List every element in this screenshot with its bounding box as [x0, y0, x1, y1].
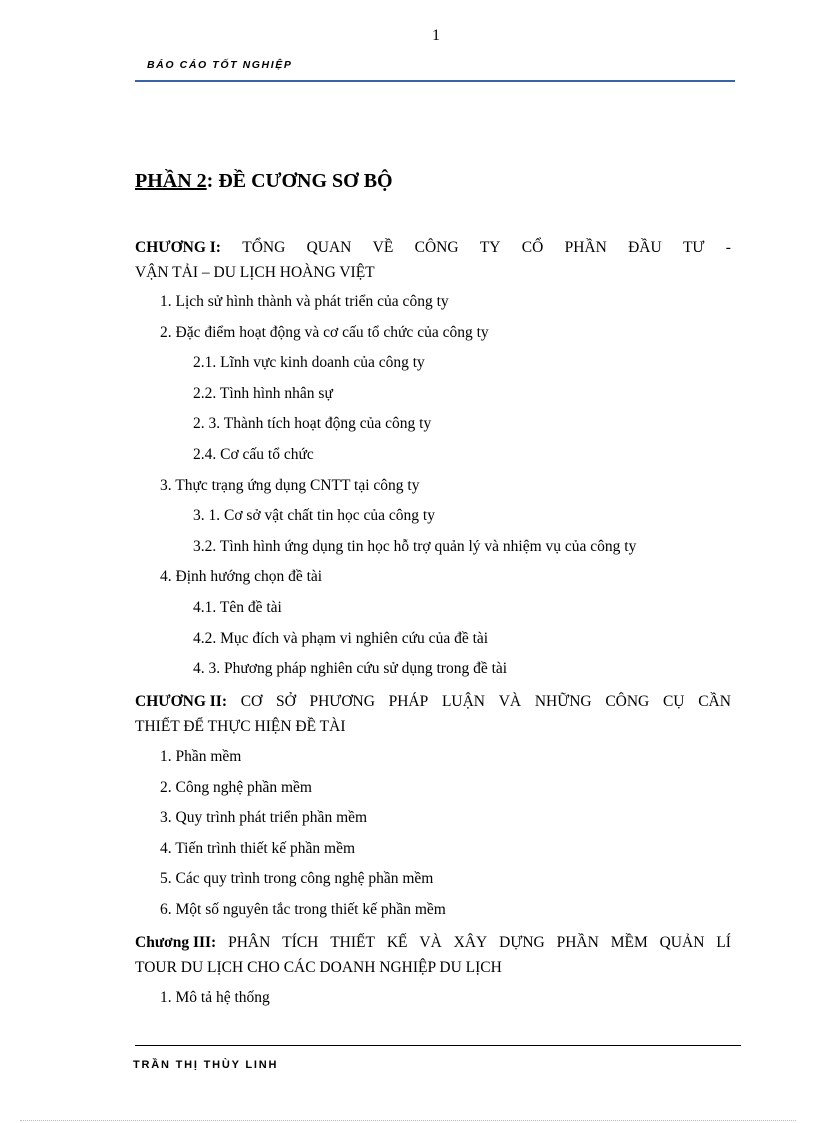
heading-word: XÂY: [453, 934, 488, 951]
outline-item: 1. Mô tả hệ thống: [160, 989, 270, 1006]
chapter-1-label: CHƯƠNG I:: [135, 239, 221, 256]
heading-word: PHẦN: [556, 934, 599, 951]
footer-author-name: TRẦN THỊ THÙY LINH: [133, 1059, 279, 1071]
heading-word: VỀ: [372, 239, 394, 256]
page-edge: [20, 1120, 796, 1121]
outline-item: 2.2. Tình hình nhân sự: [193, 384, 333, 402]
footer-divider: [135, 1045, 741, 1046]
outline-item: 3. Thực trạng ứng dụng CNTT tại công ty: [160, 476, 420, 494]
heading-word: KẾ: [386, 934, 408, 951]
chapter-3-heading-line1: [135, 930, 731, 955]
outline-item: 6. Một số nguyên tắc trong thiết kế phần mềm: [160, 901, 446, 918]
heading-word: CỤ: [662, 693, 685, 710]
header-divider: [135, 80, 735, 82]
heading-word: PHẦN: [564, 239, 607, 256]
page-number: 1: [432, 27, 440, 44]
heading-word: CẦN: [698, 693, 731, 710]
heading-word: TỔNG: [242, 239, 286, 256]
outline-item: 5. Các quy trình trong công nghệ phần mềm: [160, 870, 434, 888]
heading-word: -: [725, 239, 731, 256]
heading-word: DỰNG: [499, 934, 545, 951]
heading-word: LÍ: [716, 934, 731, 951]
outline-item: 3. Quy trình phát triển phần mềm: [160, 809, 368, 827]
chapter-1-heading-line2: VẬN TẢI – DU LỊCH HOÀNG VIỆT: [135, 264, 375, 281]
heading-word: LUẬN: [441, 693, 486, 710]
outline-item: 1. Phần mềm: [160, 748, 242, 765]
outline-item: 2.1. Lĩnh vực kinh doanh của công ty: [193, 354, 425, 372]
heading-word: CÔNG: [605, 693, 650, 710]
outline-item: 4.2. Mục đích và phạm vi nghiên cứu của đề tài: [193, 629, 489, 647]
outline-item: 1. Lịch sử hình thành và phát triển của công ty: [160, 293, 449, 310]
heading-word: CÔNG: [414, 239, 459, 256]
chapter-2-heading: [135, 689, 731, 739]
outline-item: 4.1. Tên đề tài: [193, 599, 282, 616]
heading-word: ĐẦU: [628, 239, 662, 256]
heading-word: CƠ: [240, 693, 263, 710]
heading-word: THIẾT: [330, 934, 375, 951]
chapter-3-heading: [135, 930, 731, 980]
heading-word: PHÂN: [228, 934, 271, 951]
part-heading-number: PHẦN 2: [135, 170, 207, 192]
outline-item: 4. Định hướng chọn đề tài: [160, 568, 323, 586]
heading-word: SỞ: [275, 693, 296, 710]
header-title: BÁO CÁO TỐT NGHIỆP: [147, 59, 293, 71]
outline-item: 2. 3. Thành tích hoạt động của công ty: [193, 415, 432, 433]
heading-word: PHƯƠNG: [309, 693, 375, 710]
heading-word: TÍCH: [282, 934, 319, 951]
heading-word: VÀ: [419, 934, 442, 951]
outline-item: 2. Công nghệ phần mềm: [160, 778, 312, 796]
heading-word: TƯ: [682, 239, 705, 256]
chapter-2-label: CHƯƠNG II:: [135, 693, 227, 710]
heading-word: MỀM: [610, 934, 648, 951]
heading-word: QUẢN: [659, 934, 705, 951]
outline-item: 4. 3. Phương pháp nghiên cứu sử dụng trong đề tài: [193, 660, 508, 678]
part-heading: [135, 170, 393, 193]
heading-word: QUAN: [306, 239, 352, 256]
chapter-3-heading-line2: TOUR DU LỊCH CHO CÁC DOANH NGHIỆP DU LỊCH: [135, 959, 502, 976]
outline-item: 2.4. Cơ cấu tổ chức: [193, 446, 314, 463]
heading-word: NHỮNG: [534, 693, 592, 710]
chapter-3-label: Chương III:: [135, 934, 217, 951]
chapter-1-heading-line1: [135, 235, 731, 260]
chapter-2-heading-line1: [135, 689, 731, 714]
heading-word: VÀ: [498, 693, 522, 710]
heading-word: TY: [479, 239, 501, 256]
outline-item: 4. Tiến trình thiết kế phần mềm: [160, 839, 356, 857]
heading-word: CỔ: [521, 239, 544, 256]
heading-word: PHÁP: [388, 693, 429, 710]
chapter-1-heading: [135, 235, 731, 285]
outline-item: 2. Đặc điểm hoạt động và cơ cấu tổ chức của công ty: [160, 323, 489, 341]
outline-item: 3.2. Tình hình ứng dụng tin học hỗ trợ quản lý và nhiệm vụ của công ty: [193, 537, 637, 555]
chapter-2-heading-line2: THIẾT ĐỂ THỰC HIỆN ĐỀ TÀI: [135, 718, 346, 735]
part-heading-title: : ĐỀ CƯƠNG SƠ BỘ: [206, 170, 393, 192]
outline-item: 3. 1. Cơ sở vật chất tin học của công ty: [193, 507, 435, 525]
